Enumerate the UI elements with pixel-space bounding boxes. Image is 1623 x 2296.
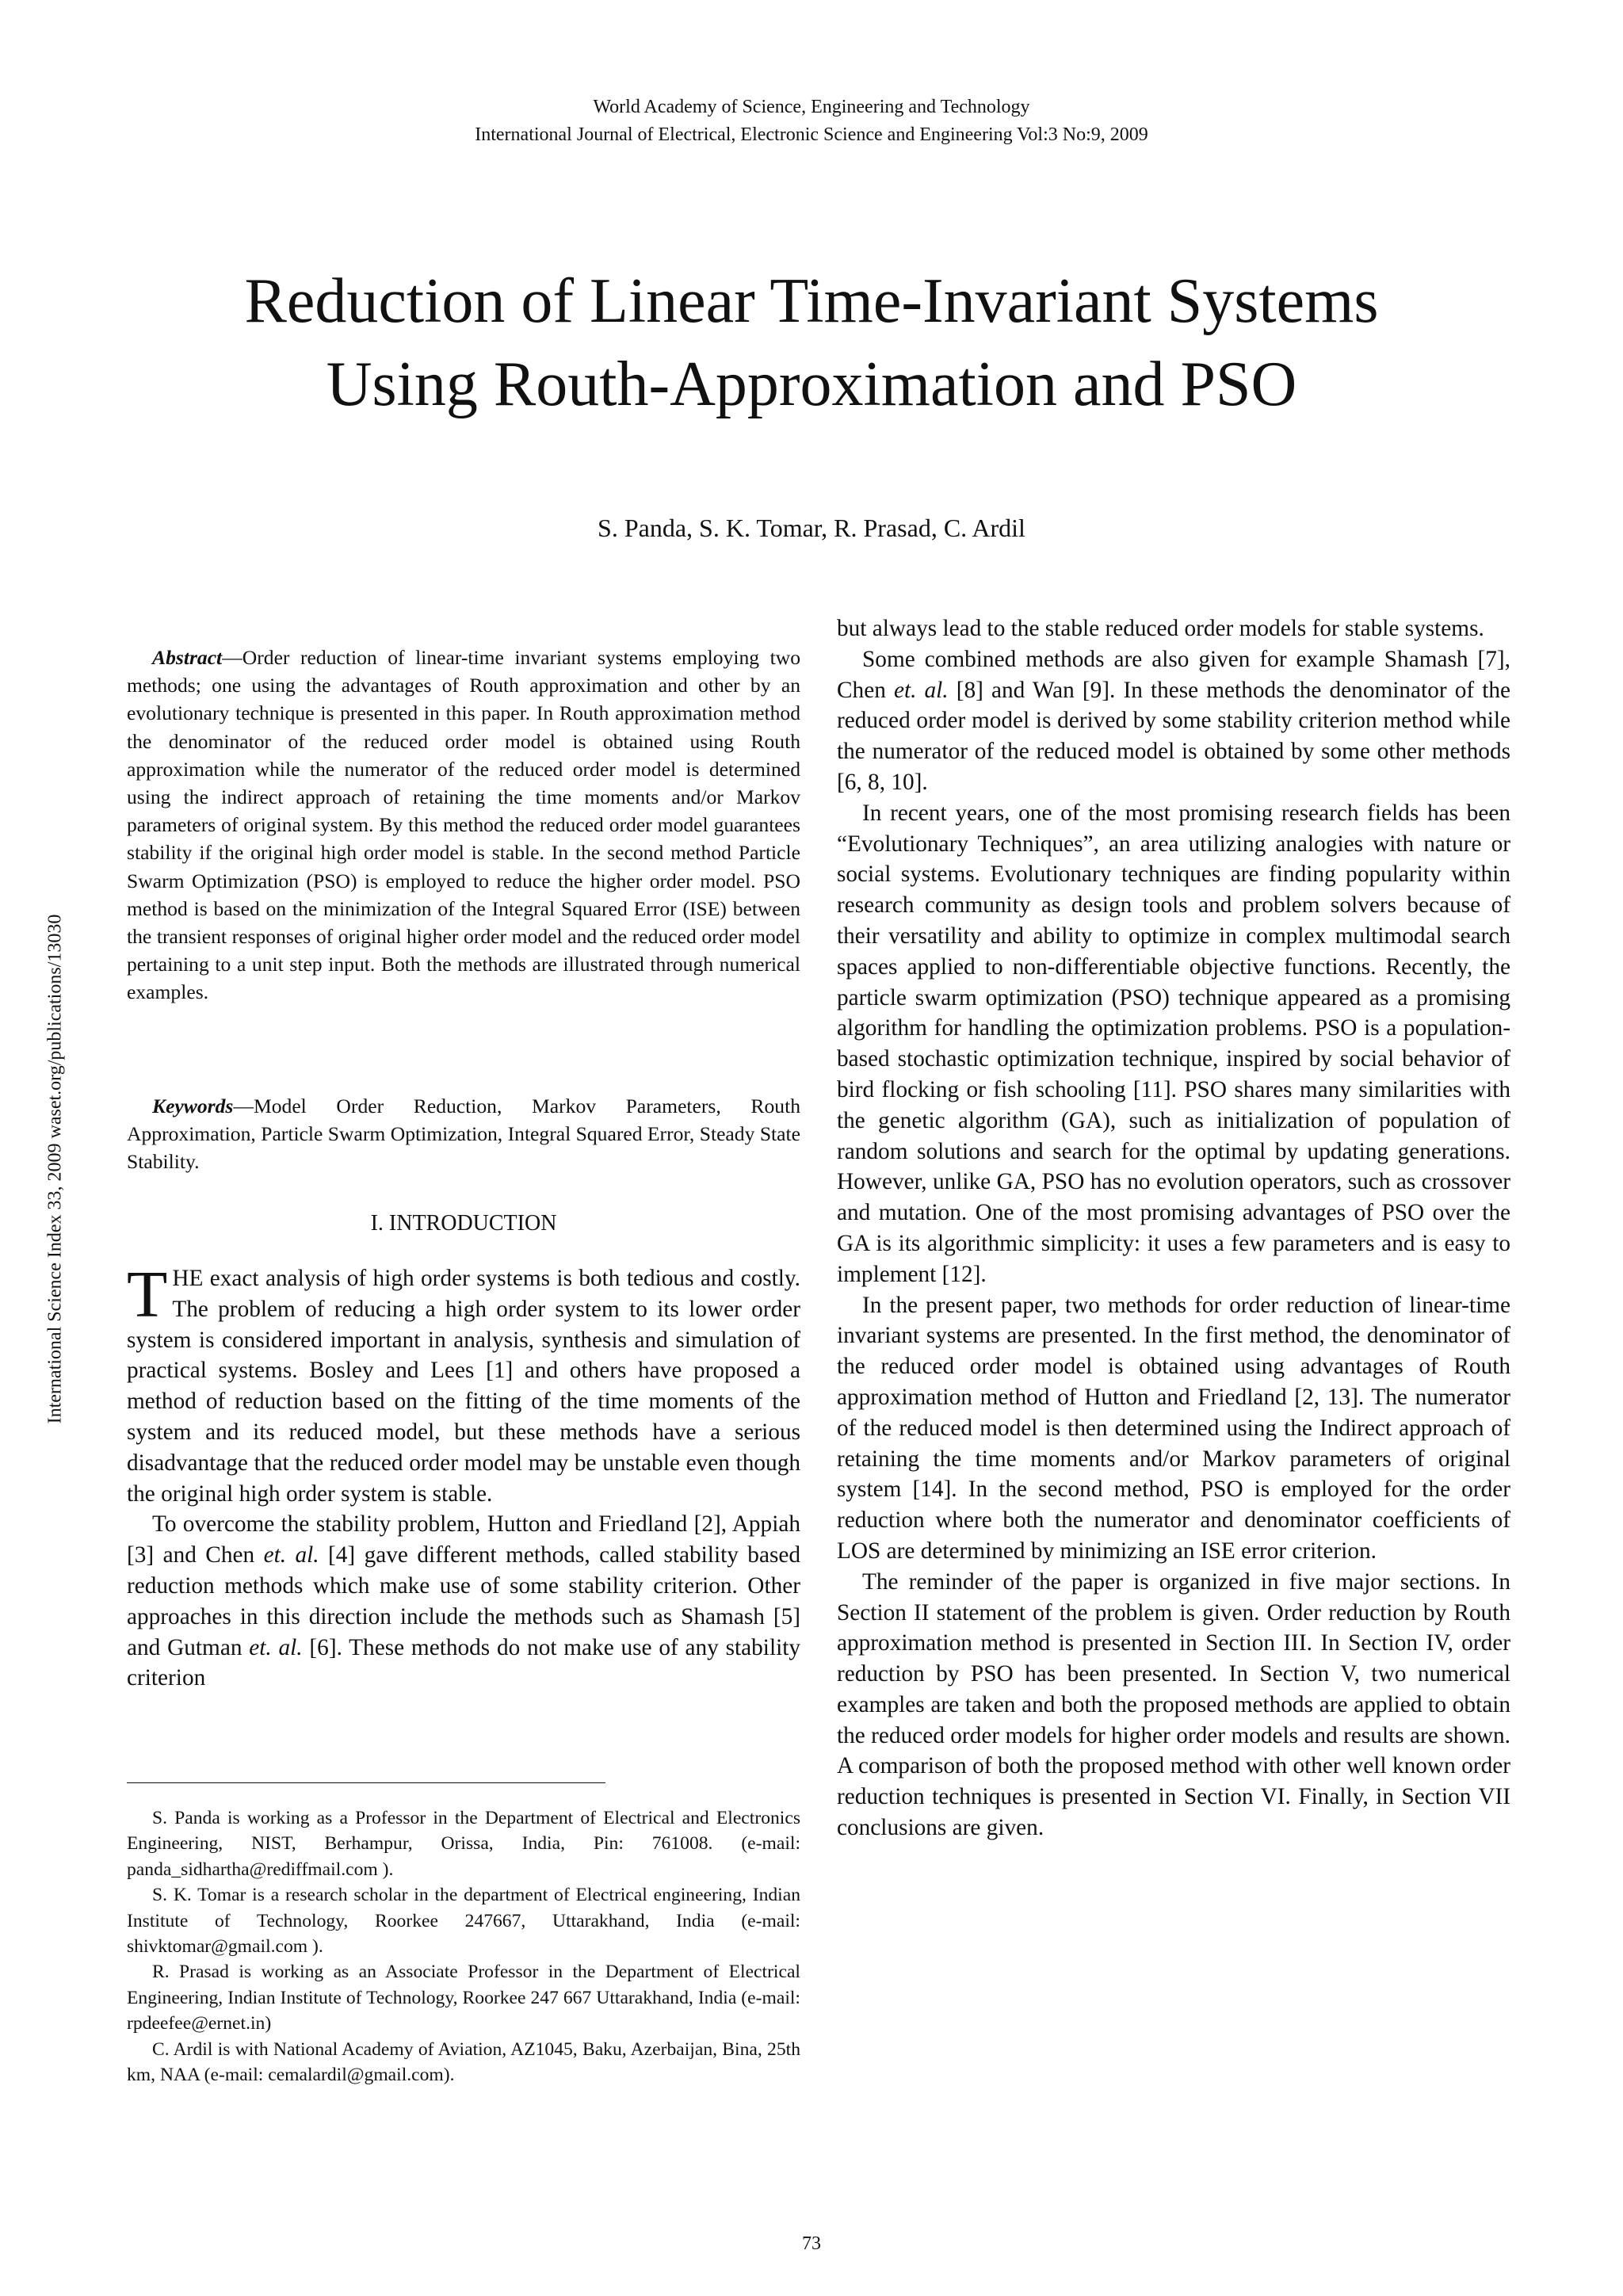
abstract-lead: Abstract — [152, 646, 223, 669]
journal-header — [0, 94, 1623, 149]
authors: S. Panda, S. K. Tomar, R. Prasad, C. Ardil — [598, 514, 1025, 542]
intro-paragraph-1: THE exact analysis of high order systems is both tedious and costly. The problem of reducing a high order system to its lower order system is considered important in analysis, synthesis and simulation of practical systems. Bosley and Lees [1] and others have proposed a method of reduction based on the fitting of the time moments of the system and its reduced model, but these methods have a serious disadvantage that the reduced order model may be unstable even though the original high order system is stable. — [127, 1258, 800, 1507]
abstract — [127, 644, 800, 1007]
right-paragraph-2: Some combined methods are also given for example Shamash [7], Chen et. al. [8] and Wan [9]. In these methods the denominator of the reduced order model is derived by some stability criterion method while the numerator of the reduced model is obtained by some other methods [6, 8, 10]. — [837, 646, 1510, 795]
section-number: I. — [370, 1211, 384, 1236]
footnote: S. Panda is working as a Professor in the Department of Electrical and Electronics Engineering, NIST, Berhampur, Orissa, India, Pin: 761008. (e-mail: panda_sidhartha@rediffmail.com ). — [127, 1808, 800, 1880]
paper-title — [0, 260, 1623, 426]
page-number: 73 — [802, 2233, 821, 2254]
abstract-text: —Order reduction of linear-time invariant systems employing two methods; one using the advantages of Routh approximation and other by an evolutionary technique is presented in this paper. In Routh approximation method the denominator of the reduced order model is obtained using Routh approximation while the numerator of the reduced order model is determined using the indirect approach of retaining the time moments and/or Markov parameters of original system. By this method the reduced order model guarantees stability if the original high order model is stable. In the second method Particle Swarm Optimization (PSO) is employed to reduce the higher order model. PSO method is based on the minimization of the Integral Squared Error (ISE) between the transient responses of original higher order model and the reduced order model pertaining to a unit step input. Both the methods are illustrated through numerical examples. — [127, 646, 800, 1004]
header-line-1: World Academy of Science, Engineering and Technology — [593, 97, 1030, 117]
section-heading-introduction — [127, 1211, 800, 1236]
title-line-1: Reduction of Linear Time-Invariant Systems — [244, 266, 1379, 336]
footnote: R. Prasad is working as an Associate Professor in the Department of Electrical Engineering, Indian Institute of Technology, Roorkee 247 667 Uttarakhand, India (e-mail: rpdeefee@ernet.in) — [127, 1962, 800, 2034]
footnotes — [127, 1805, 800, 2088]
right-paragraph-5: The reminder of the paper is organized in five major sections. In Section II statement of the problem is given. Order reduction by Routh approximation method is presented in Section III. In Section IV, order reduction by PSO has been presented. In Section V, two numerical examples are taken and both the proposed methods are applied to obtain the reduced order models for higher order models and results are shown. A comparison of both the proposed method with other well known order reduction techniques is presented in Section VI. Finally, in Section VII conclusions are given. — [837, 1568, 1510, 1841]
keywords — [127, 1092, 800, 1176]
keywords-text: —Model Order Reduction, Markov Parameters, Routh Approximation, Particle Swarm Optimization, Integral Squared Error, Steady State Stability. — [127, 1095, 800, 1174]
right-paragraph-3: In recent years, one of the most promising research fields has been “Evolutionary Techniques”, an area utilizing analogies with nature or social systems. Evolutionary techniques are finding popularity within research community as design tools and problem solvers because of their versatility and ability to optimize in complex multimodal search spaces applied to non-differentiable objective functions. Recently, the particle swarm optimization (PSO) technique appeared as a promising algorithm for handling the optimization problems. PSO is a population-based stochastic optimization technique, inspired by social behavior of bird flocking or fish schooling [11]. PSO shares many similarities with the genetic algorithm (GA), such as initialization of population of random solutions and search for the optimal by updating generations. However, unlike GA, PSO has no evolution operators, such as crossover and mutation. One of the most promising advantages of PSO over the GA is its algorithmic simplicity: it uses a few parameters and is easy to implement [12]. — [837, 800, 1510, 1287]
right-paragraph-1: but always lead to the stable reduced order models for stable systems. — [837, 616, 1484, 641]
right-column-text — [837, 613, 1510, 1843]
side-margin-text: International Science Index 33, 2009 waset.org/publications/13030 — [44, 914, 66, 1424]
drop-cap: T — [127, 1258, 168, 1331]
section-title-first: I — [388, 1211, 397, 1236]
keywords-lead: Keywords — [152, 1095, 234, 1117]
section-title-rest: NTRODUCTION — [396, 1211, 557, 1236]
intro-paragraph-2: To overcome the stability problem, Hutton and Friedland [2], Appiah [3] and Chen et. al. [4] gave different methods, called stability based reduction methods which make use of some stability criterion. Other approaches in this direction include the methods such as Shamash [5] and Gutman et. al. [6]. These methods do not make use of any stability criterion — [127, 1511, 801, 1691]
footnote: C. Ardil is with National Academy of Aviation, AZ1045, Baku, Azerbaijan, Bina, 25th km, NAA (e-mail: cemalardil@gmail.com). — [127, 2038, 800, 2086]
right-paragraph-4: In the present paper, two methods for order reduction of linear-time invariant systems are presented. In the first method, the denominator of the reduced order model is obtained using advantages of Routh approximation method of Hutton and Friedland [2, 13]. The numerator of the reduced model is then determined using the Indirect approach of retaining the time moments and/or Markov parameters of original system [14]. In the second method, PSO is employed for the order reduction where both the numerator and denominator coefficients of LOS are determined by minimizing an ISE error criterion. — [837, 1292, 1510, 1564]
introduction-text — [127, 1258, 801, 1694]
title-line-2: Using Routh-Approximation and PSO — [326, 350, 1297, 419]
footnote: S. K. Tomar is a research scholar in the department of Electrical engineering, Indian Institute of Technology, Roorkee 247667, Uttarakhand, India (e-mail: shivktomar@gmail.com ). — [127, 1885, 800, 1958]
header-line-2: International Journal of Electrical, Electronic Science and Engineering Vol:3 No:9, 2009 — [475, 124, 1148, 145]
footnote-rule — [127, 1782, 605, 1783]
